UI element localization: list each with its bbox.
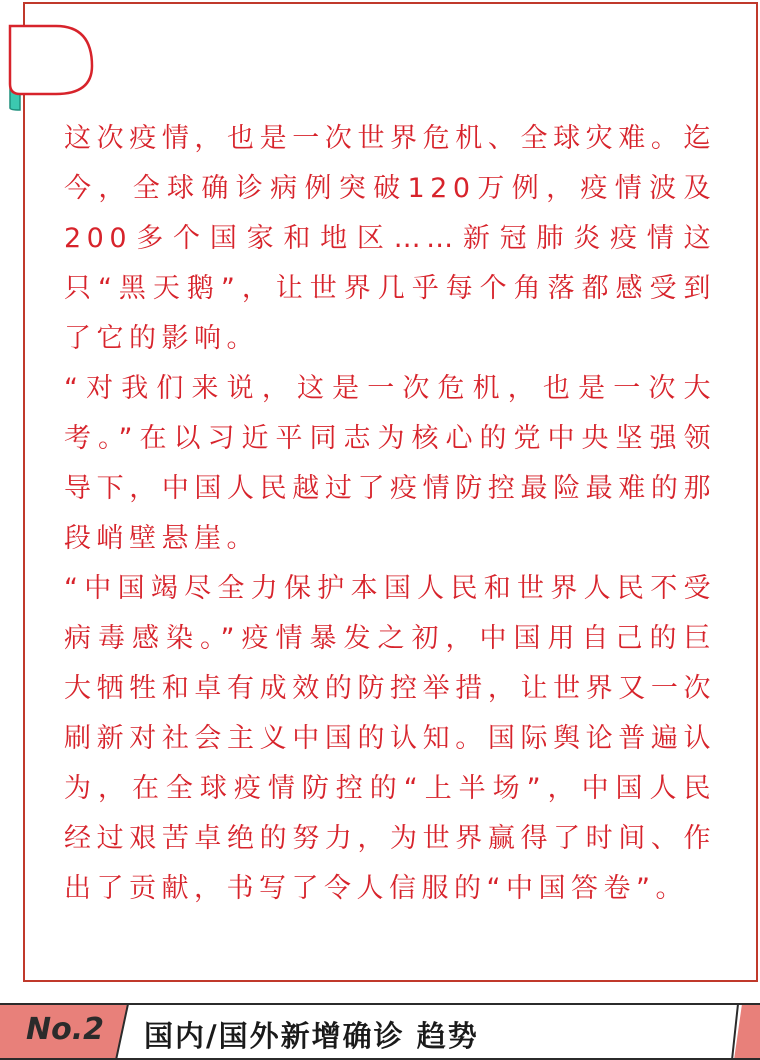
paragraph-1: 这次疫情，也是一次世界危机、全球灾难。迄今，全球确诊病例突破120万例，疫情波及200多个国家和地区……新冠肺炎疫情这只“黑天鹅”，让世界几乎每个角落都感受到了它的影响。 <box>64 123 716 354</box>
folder-tab-decoration <box>6 22 98 112</box>
section-title: 国内/国外新增确诊 趋势 <box>144 1019 479 1053</box>
article-body <box>64 114 716 914</box>
section-number: No.2 <box>26 1012 104 1047</box>
section-banner <box>0 1002 760 1060</box>
paragraph-3: “中国竭尽全力保护本国人民和世界人民不受病毒感染。”疫情暴发之初，中国用自己的巨大牺牲和卓有成效的防控举措，让世界又一次刷新对社会主义中国的认知。国际舆论普遍认为，在全球疫情防控的“上半场”，中国人民经过艰苦卓绝的努力，为世界赢得了时间、作出了贡献，书写了令人信服的“中国答卷”。 <box>64 573 716 904</box>
paragraph-2: “对我们来说，这是一次危机，也是一次大考。”在以习近平同志为核心的党中央坚强领导下，中国人民越过了疫情防控最险最难的那段峭壁悬崖。 <box>64 373 716 554</box>
